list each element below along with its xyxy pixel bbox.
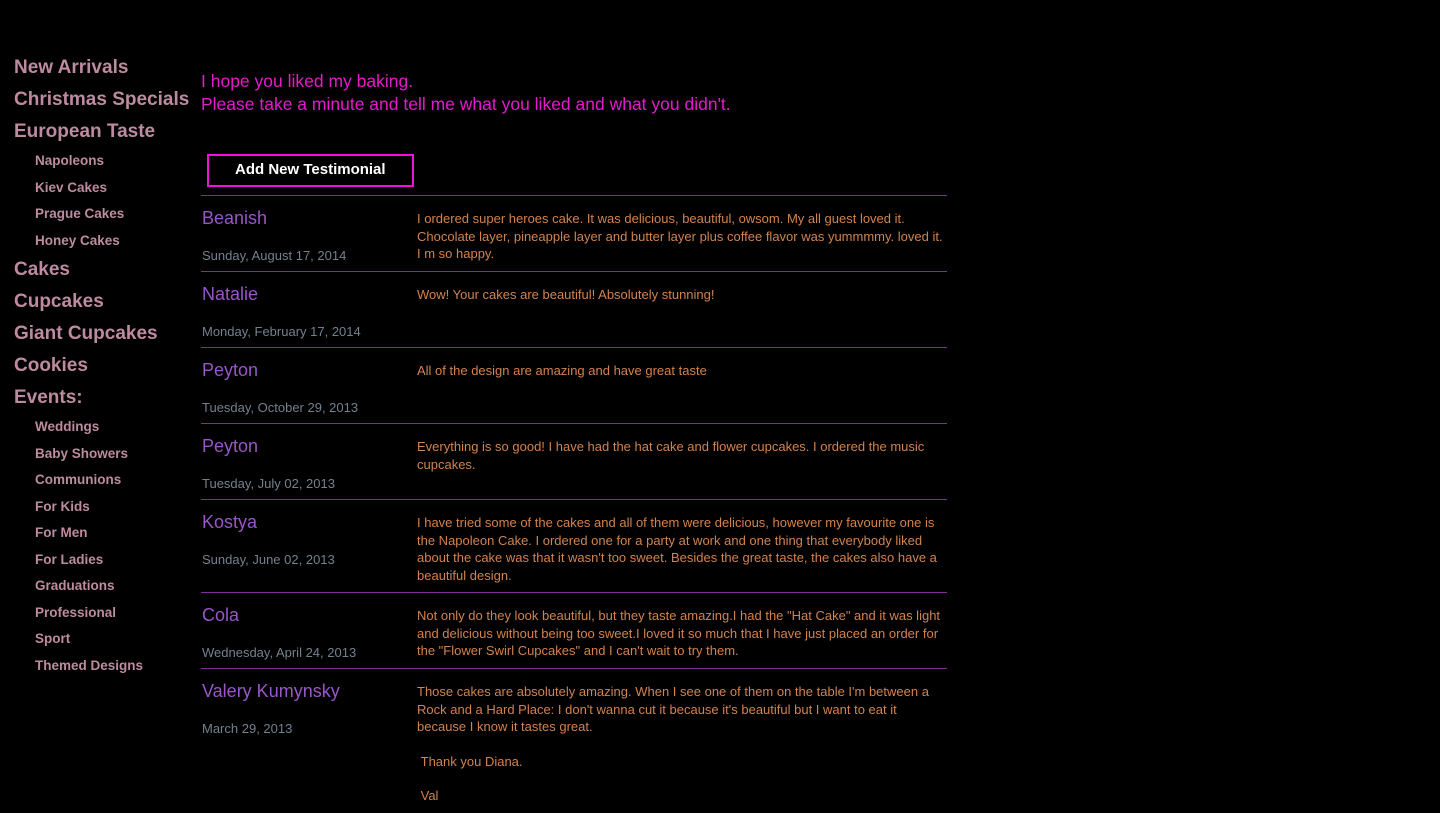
testimonial-date: Monday, February 17, 2014 — [202, 324, 361, 339]
testimonial-row — [201, 271, 947, 347]
sidebar-item-cookies[interactable]: Cookies — [14, 355, 88, 376]
testimonial-date: Tuesday, October 29, 2013 — [202, 400, 359, 415]
testimonial-name: Valery Kumynsky — [202, 681, 340, 701]
testimonial-text — [417, 604, 947, 660]
sidebar-item-prague-cakes[interactable]: Prague Cakes — [35, 206, 125, 221]
sidebar-item-communions[interactable]: Communions — [35, 472, 122, 487]
testimonial-date: Sunday, August 17, 2014 — [202, 248, 347, 263]
testimonial-meta — [202, 604, 417, 660]
testimonial-meta — [202, 359, 417, 415]
sidebar-item-themed-designs[interactable]: Themed Designs — [35, 657, 144, 673]
sidebar-item-sport[interactable]: Sport — [35, 631, 71, 646]
add-new-testimonial-button[interactable]: Add New Testimonial — [207, 154, 414, 187]
testimonial-date: Sunday, June 02, 2013 — [202, 552, 335, 567]
testimonial-name: Peyton — [202, 436, 259, 456]
testimonial-list — [201, 195, 947, 813]
sidebar-item-for-ladies[interactable]: For Ladies — [35, 551, 104, 567]
testimonial-date: Tuesday, July 02, 2013 — [202, 476, 335, 491]
sidebar-item-napoleons[interactable]: Napoleons — [35, 153, 105, 168]
sidebar-nav — [14, 52, 201, 679]
sidebar-item-european-taste[interactable]: European Taste — [14, 121, 156, 142]
testimonial-row — [201, 347, 947, 423]
testimonial-row — [201, 592, 947, 668]
testimonial-row — [201, 499, 947, 592]
testimonial-name: Natalie — [202, 284, 259, 304]
testimonial-date: Wednesday, April 24, 2013 — [202, 645, 357, 660]
testimonial-meta — [202, 511, 417, 584]
intro-line-1: I hope you liked my baking. — [201, 71, 414, 91]
sidebar-item-events[interactable]: Events: — [14, 387, 83, 408]
sidebar-item-for-kids[interactable]: For Kids — [35, 498, 90, 514]
testimonial-meta — [202, 680, 417, 805]
testimonial-text — [417, 680, 947, 805]
sidebar-item-graduations[interactable]: Graduations — [35, 578, 115, 593]
intro-text — [201, 70, 947, 116]
testimonial-meta — [202, 435, 417, 491]
testimonial-name: Peyton — [202, 360, 259, 380]
sidebar-item-honey-cakes[interactable]: Honey Cakes — [35, 232, 120, 248]
testimonial-text — [417, 283, 947, 339]
sidebar-item-cupcakes[interactable]: Cupcakes — [14, 291, 104, 312]
testimonial-text — [417, 511, 947, 584]
sidebar-item-cakes[interactable]: Cakes — [14, 259, 70, 280]
testimonial-text — [417, 359, 947, 415]
testimonial-paragraph: I ordered super heroes cake. It was delicious, beautiful, owsom. My all guest loved it. Chocolate layer, pineapple layer and butter layer plus coffee flavor was yummmmy. loved it. I m so happy. — [417, 211, 947, 261]
intro-line-2: Please take a minute and tell me what you liked and what you didn't. — [201, 94, 731, 114]
testimonial-text — [417, 207, 947, 263]
testimonial-name: Kostya — [202, 512, 258, 532]
testimonial-row — [201, 423, 947, 499]
testimonial-meta — [202, 283, 417, 339]
sidebar-item-christmas-specials[interactable]: Christmas Specials — [14, 89, 190, 110]
sidebar-item-for-men[interactable]: For Men — [35, 525, 88, 540]
sidebar-item-professional[interactable]: Professional — [35, 604, 117, 620]
testimonial-paragraph: Not only do they look beautiful, but they taste amazing.I had the "Hat Cake" and it was light and delicious without being too sweet.I loved it so much that I have just placed an order for the "Flower Swirl Cupcakes" and I can't wait to try them. — [417, 608, 944, 658]
testimonial-text — [417, 435, 947, 491]
sidebar-item-weddings[interactable]: Weddings — [35, 419, 100, 434]
sidebar-item-baby-showers[interactable]: Baby Showers — [35, 445, 129, 461]
testimonial-name: Cola — [202, 605, 240, 625]
sidebar-item-new-arrivals[interactable]: New Arrivals — [14, 57, 129, 78]
testimonial-paragraph: Those cakes are absolutely amazing. When I see one of them on the table I'm between a Rock and a Hard Place: I don't wanna cut it because it's beautiful but I want to eat it because I know it tastes great. — [417, 684, 933, 734]
sidebar-item-kiev-cakes[interactable]: Kiev Cakes — [35, 179, 108, 195]
main-content — [201, 0, 947, 810]
testimonial-date: March 29, 2013 — [202, 721, 293, 736]
testimonial-row — [201, 668, 947, 813]
testimonial-paragraph: Val — [417, 788, 439, 803]
testimonial-paragraph: Thank you Diana. — [417, 753, 523, 769]
testimonial-paragraph: I have tried some of the cakes and all of them were delicious, however my favourite one is the Napoleon Cake. I ordered one for a party at work and one thing that everybody liked about the cake was that it wasn't too sweet. Besides the great taste, the cakes also have a beautiful design. — [417, 515, 941, 583]
testimonial-paragraph: All of the design are amazing and have great taste — [417, 363, 707, 378]
sidebar — [0, 0, 201, 810]
testimonial-paragraph: Everything is so good! I have had the hat cake and flower cupcakes. I ordered the music cupcakes. — [417, 439, 928, 472]
testimonial-name: Beanish — [202, 208, 268, 228]
testimonial-paragraph: Wow! Your cakes are beautiful! Absolutely stunning! — [417, 287, 715, 302]
testimonial-meta — [202, 207, 417, 263]
testimonial-row — [201, 195, 947, 271]
sidebar-item-giant-cupcakes[interactable]: Giant Cupcakes — [14, 323, 158, 344]
